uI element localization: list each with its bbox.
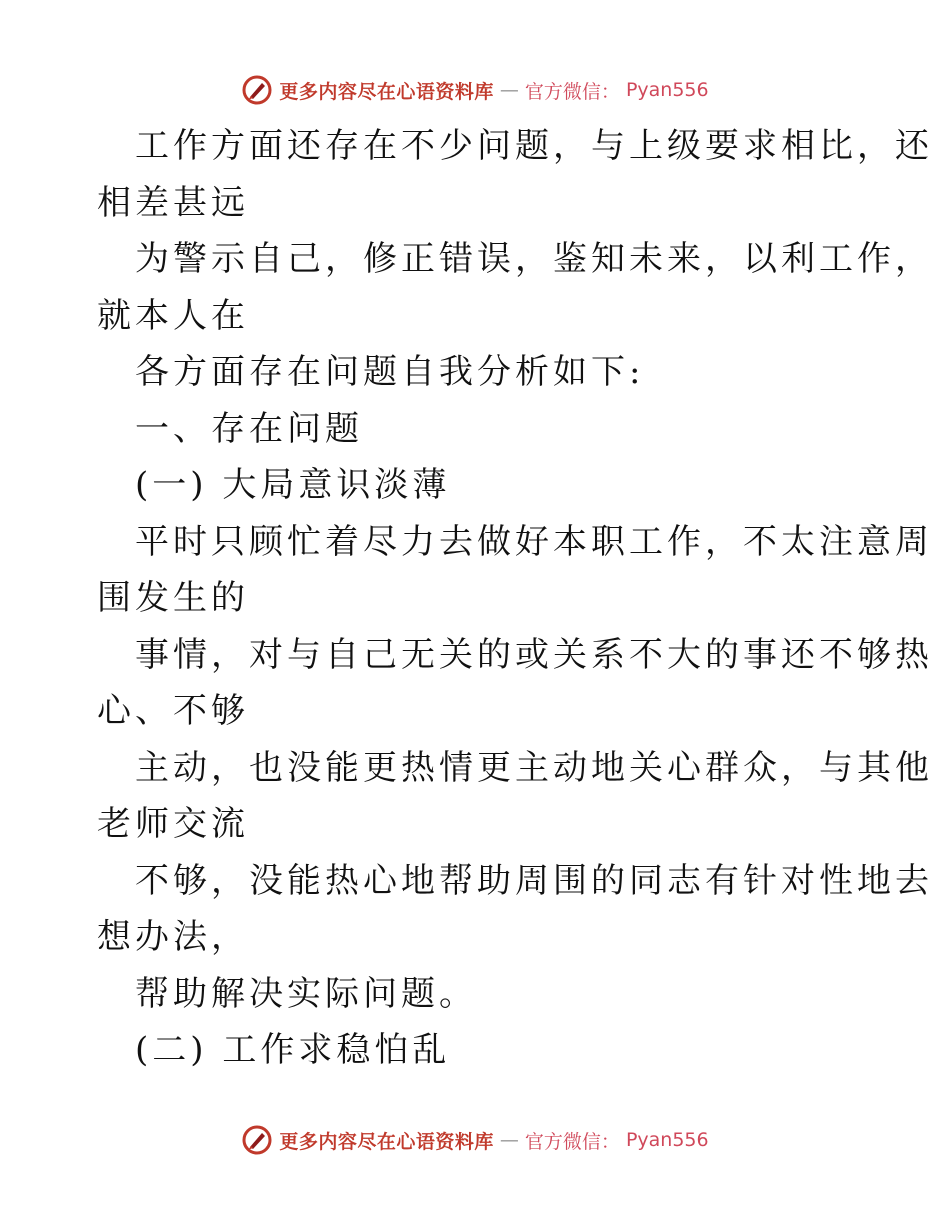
- text-line: 平时只顾忙着尽力去做好本职工作，不太注意周: [135, 521, 933, 562]
- subsection-heading: (一) 大局意识淡薄: [135, 465, 451, 505]
- subsection-heading: (二) 工作求稳怕乱: [135, 1030, 451, 1070]
- text-line: 为警示自己，修正错误，鉴知未来，以利工作，: [135, 239, 933, 279]
- text-line: 工作方面还存在不少问题，与上级要求相比，还: [135, 126, 933, 166]
- section-heading: 一、存在问题: [135, 408, 363, 449]
- watermark-separator: —: [499, 1129, 519, 1151]
- text-line: 想办法，: [97, 917, 249, 957]
- text-line: 就本人在: [97, 295, 249, 336]
- document-body: [97, 118, 933, 1079]
- footer-watermark: [0, 1120, 950, 1160]
- watermark-wechat-label: 官方微信：: [524, 1130, 620, 1153]
- text-line: 主动，也没能更热情更主动地关心群众，与其他: [135, 747, 933, 788]
- quill-pen-circle-icon: [241, 1124, 273, 1156]
- watermark-separator: —: [499, 79, 519, 101]
- text-line: 老师交流: [97, 804, 249, 844]
- text-line: 不够，没能热心地帮助周围的同志有针对性地去: [135, 860, 933, 901]
- text-line: 事情，对与自己无关的或关系不大的事还不够热: [135, 634, 933, 675]
- watermark-brand: 更多内容尽在心语资料库: [279, 80, 494, 103]
- header-watermark: [0, 70, 950, 110]
- text-line: 围发生的: [97, 578, 249, 618]
- text-line: 各方面存在问题自我分析如下:: [135, 352, 645, 392]
- text-line: 帮助解决实际问题。: [135, 973, 477, 1014]
- document-text: [97, 118, 933, 1079]
- text-line: 心、不够: [97, 691, 249, 731]
- watermark-wechat-label: 官方微信：: [524, 80, 620, 103]
- watermark-brand: 更多内容尽在心语资料库: [279, 1130, 494, 1153]
- quill-pen-circle-icon: [241, 74, 273, 106]
- text-line: 相差甚远: [97, 182, 249, 223]
- watermark-wechat-id: Pyan556: [625, 79, 709, 101]
- watermark-wechat-id: Pyan556: [625, 1129, 709, 1151]
